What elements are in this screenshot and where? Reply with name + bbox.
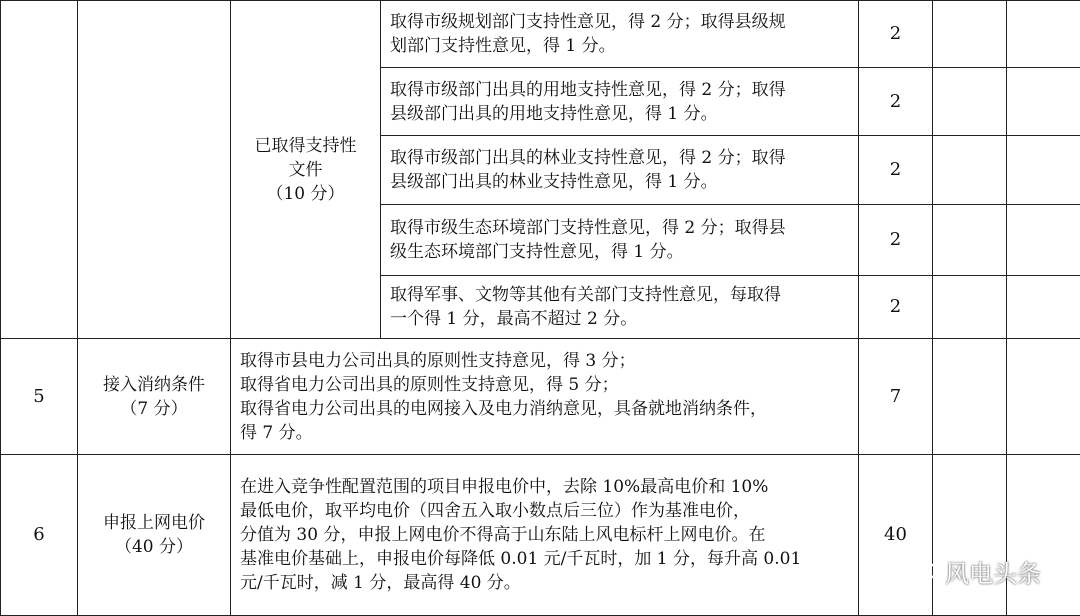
score-cell: 2 — [859, 136, 933, 205]
empty-cell — [933, 68, 1007, 136]
empty-cell — [933, 455, 1007, 616]
criteria-line: 得 7 分。 — [240, 421, 852, 445]
criterion-name — [78, 339, 231, 455]
criteria-text — [381, 136, 859, 205]
criteria-line: 最低电价，取平均电价（四舍五入取小数点后三位）作为基准电价， — [240, 499, 852, 523]
criteria-text — [381, 276, 859, 339]
criteria-line: 元/千瓦时，减 1 分，最高得 40 分。 — [240, 571, 852, 595]
empty-cell — [933, 205, 1007, 276]
subcategory-label-line: （10 分） — [239, 182, 372, 206]
wechat-icon — [905, 554, 939, 588]
criterion-name-line: （40 分） — [86, 535, 222, 559]
subcategory-label-line: 已取得支持性 — [239, 134, 372, 158]
empty-cell — [1007, 205, 1080, 276]
subcategory-label — [231, 1, 381, 339]
empty-cell — [1007, 136, 1080, 205]
criterion-name-line: （7 分） — [86, 397, 222, 421]
criteria-line: 取得市级部门出具的用地支持性意见，得 2 分；取得 — [390, 78, 852, 102]
row-index: 5 — [1, 339, 78, 455]
score-cell: 7 — [859, 339, 933, 455]
criteria-line: 取得军事、文物等其他有关部门支持性意见，每取得 — [390, 283, 852, 307]
empty-cell — [933, 276, 1007, 339]
criteria-line: 县级部门出具的林业支持性意见，得 1 分。 — [390, 170, 852, 194]
empty-cell — [1007, 276, 1080, 339]
criteria-line: 在进入竞争性配置范围的项目申报电价中，去除 10%最高电价和 10% — [240, 475, 852, 499]
criteria-line: 级生态环境部门支持性意见，得 1 分。 — [390, 240, 852, 264]
criteria-line: 县级部门出具的用地支持性意见，得 1 分。 — [390, 102, 852, 126]
criteria-line: 一个得 1 分，最高不超过 2 分。 — [390, 307, 852, 331]
criteria-line: 取得市级部门出具的林业支持性意见，得 2 分；取得 — [390, 146, 852, 170]
empty-cell — [933, 339, 1007, 455]
criteria-text — [381, 1, 859, 68]
empty-cell — [1007, 339, 1080, 455]
table-row — [1, 455, 1080, 616]
empty-cell — [1007, 455, 1080, 616]
criteria-text — [381, 68, 859, 136]
watermark-text: 风电头条 — [945, 554, 1041, 589]
index-cell-empty — [1, 1, 78, 339]
score-cell: 2 — [859, 205, 933, 276]
score-cell: 2 — [859, 276, 933, 339]
table-row — [1, 1, 1080, 68]
empty-cell — [1007, 68, 1080, 136]
criteria-line: 取得市级规划部门支持性意见，得 2 分；取得县级规 — [390, 10, 852, 34]
criteria-line: 分值为 30 分，申报上网电价不得高于山东陆上风电标杆上网电价。在 — [240, 523, 852, 547]
score-cell: 2 — [859, 68, 933, 136]
criterion-name-line: 申报上网电价 — [86, 511, 222, 535]
criterion-name — [78, 455, 231, 616]
row-index: 6 — [1, 455, 78, 616]
empty-cell — [933, 136, 1007, 205]
criteria-line: 取得市级生态环境部门支持性意见，得 2 分；取得县 — [390, 216, 852, 240]
score-cell: 2 — [859, 1, 933, 68]
criteria-text — [381, 205, 859, 276]
empty-cell — [1007, 1, 1080, 68]
criteria-line: 取得省电力公司出具的原则性支持意见，得 5 分； — [240, 373, 852, 397]
criteria-line: 取得市县电力公司出具的原则性支持意见，得 3 分； — [240, 349, 852, 373]
score-cell: 40 — [859, 455, 933, 616]
criteria-text — [231, 455, 859, 616]
criteria-line: 划部门支持性意见，得 1 分。 — [390, 34, 852, 58]
criterion-name-line: 接入消纳条件 — [86, 373, 222, 397]
criteria-text — [231, 339, 859, 455]
subcategory-label-line: 文件 — [239, 158, 372, 182]
criteria-line: 取得省电力公司出具的电网接入及电力消纳意见，具备就地消纳条件， — [240, 397, 852, 421]
criteria-line: 基准电价基础上，申报电价每降低 0.01 元/千瓦时，加 1 分，每升高 0.01 — [240, 547, 852, 571]
watermark — [905, 553, 1075, 589]
empty-cell — [933, 1, 1007, 68]
category-cell-empty — [78, 1, 231, 339]
table-row — [1, 339, 1080, 455]
